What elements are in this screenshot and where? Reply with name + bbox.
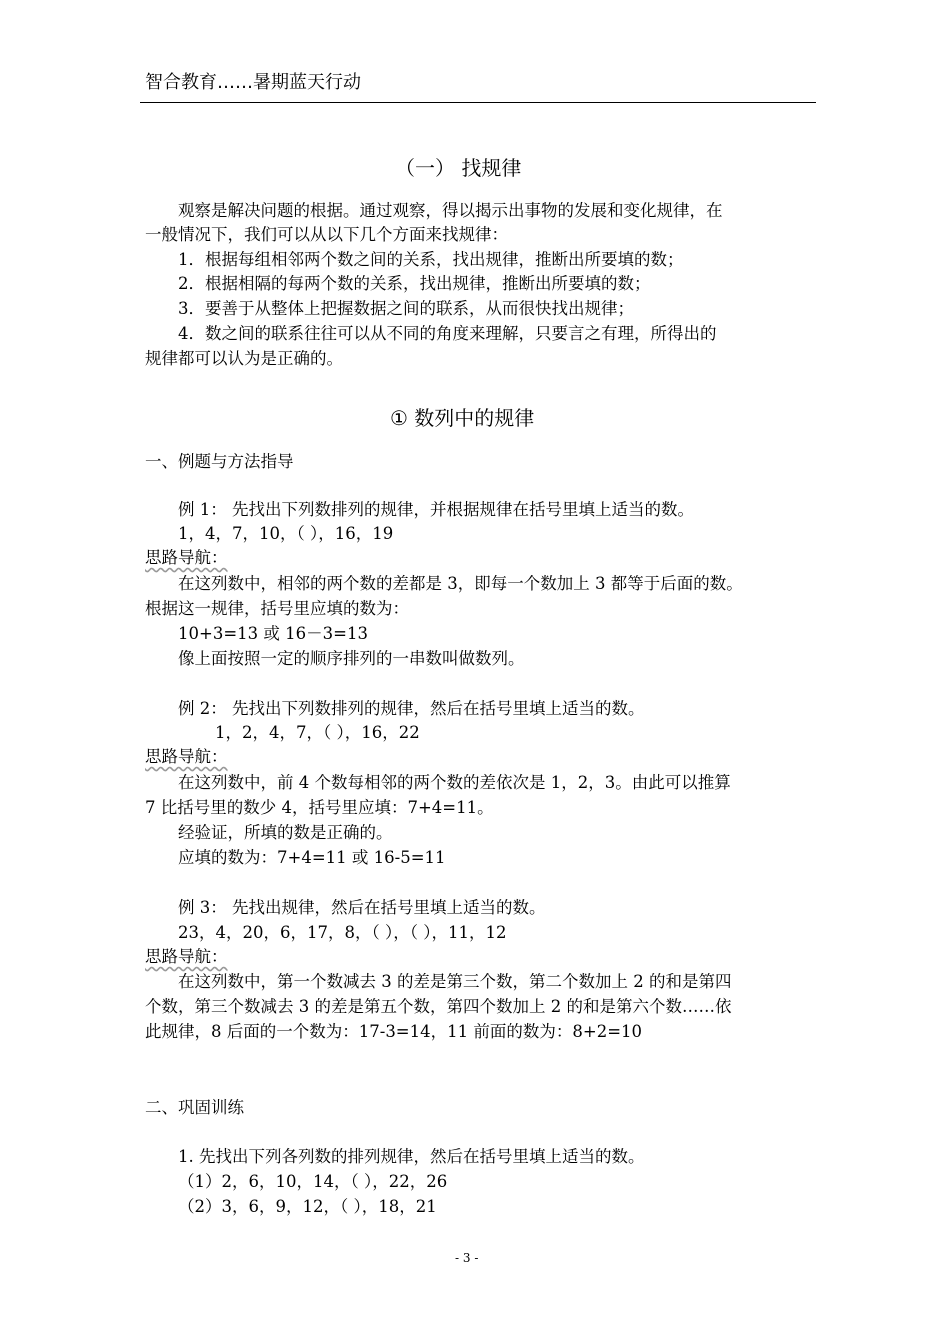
example-2-line: 在这列数中，前 4 个数每相邻的两个数的差依次是 1，2，3。由此可以推算 <box>178 773 731 792</box>
intro-item-3: 3．要善于从整体上把握数据之间的联系，从而很快找出规律； <box>178 299 634 318</box>
intro-item-4: 4．数之间的联系往往可以从不同的角度来理解，只要言之有理，所得出的 <box>178 324 717 343</box>
example-1-line: 在这列数中，相邻的两个数的差都是 3，即每一个数加上 3 都等于后面的数。 <box>178 574 743 593</box>
sub-title: ① 数列中的规律 <box>390 406 535 430</box>
page-number: - 3 - <box>455 1251 479 1265</box>
intro-item-2: 2．根据相隔的每两个数的关系，找出规律，推断出所要填的数； <box>178 274 651 293</box>
intro-item-4-cont: 规律都可以认为是正确的。 <box>145 349 343 368</box>
example-2-question: 例 2： 先找出下列数排列的规律，然后在括号里填上适当的数。 <box>178 699 645 718</box>
example-3-question: 例 3： 先找出规律，然后在括号里填上适当的数。 <box>178 898 546 917</box>
example-1-sequence: 1，4，7，10，（ ），16，19 <box>178 524 394 543</box>
example-2-line: 经验证，所填的数是正确的。 <box>178 823 393 842</box>
intro-paragraph-line1: 观察是解决问题的根据。通过观察，得以揭示出事物的发展和变化规律，在 <box>178 201 723 220</box>
part1-heading: 一、例题与方法指导 <box>145 452 294 471</box>
example-3-line: 个数，第三个数减去 3 的差是第五个数，第四个数加上 2 的和是第六个数……依 <box>145 997 732 1016</box>
example-3-guide-label: 思路导航： <box>145 947 228 966</box>
example-2-line: 7 比括号里的数少 4，括号里应填：7+4=11。 <box>145 798 494 817</box>
example-2-sequence: 1，2，4，7，（ ），16，22 <box>215 723 420 742</box>
exercise-item: （1）2，6，10，14，（ ），22，26 <box>178 1172 448 1191</box>
intro-paragraph-line2: 一般情况下，我们可以从以下几个方面来找规律： <box>145 225 508 244</box>
exercise-question: 1. 先找出下列各列数的排列规律，然后在括号里填上适当的数。 <box>178 1147 645 1166</box>
example-1-line: 10+3=13 或 16－3=13 <box>178 624 368 643</box>
example-2-line: 应填的数为：7+4=11 或 16-5=11 <box>178 848 446 867</box>
section-title: （一） 找规律 <box>395 156 522 180</box>
example-1-line: 根据这一规律，括号里应填的数为： <box>145 599 409 618</box>
example-2-guide-label: 思路导航： <box>145 747 228 766</box>
example-3-line: 在这列数中，第一个数减去 3 的差是第三个数，第二个数加上 2 的和是第四 <box>178 972 732 991</box>
exercise-item: （2）3，6，9，12，（ ），18，21 <box>178 1197 437 1216</box>
page-header: 智合教育……暑期蓝天行动 <box>145 72 361 93</box>
example-1-question: 例 1： 先找出下列数排列的规律，并根据规律在括号里填上适当的数。 <box>178 500 694 519</box>
example-3-sequence: 23，4，20，6，17，8，（ ），（ ），11，12 <box>178 923 507 942</box>
example-1-guide-label: 思路导航： <box>145 548 228 567</box>
example-3-line: 此规律，8 后面的一个数为：17-3=14，11 前面的数为：8+2=10 <box>145 1022 643 1041</box>
part2-heading: 二、巩固训练 <box>145 1098 244 1117</box>
header-divider <box>140 102 816 103</box>
example-1-line: 像上面按照一定的顺序排列的一串数叫做数列。 <box>178 649 525 668</box>
intro-item-1: 1．根据每组相邻两个数之间的关系，找出规律，推断出所要填的数； <box>178 250 684 269</box>
